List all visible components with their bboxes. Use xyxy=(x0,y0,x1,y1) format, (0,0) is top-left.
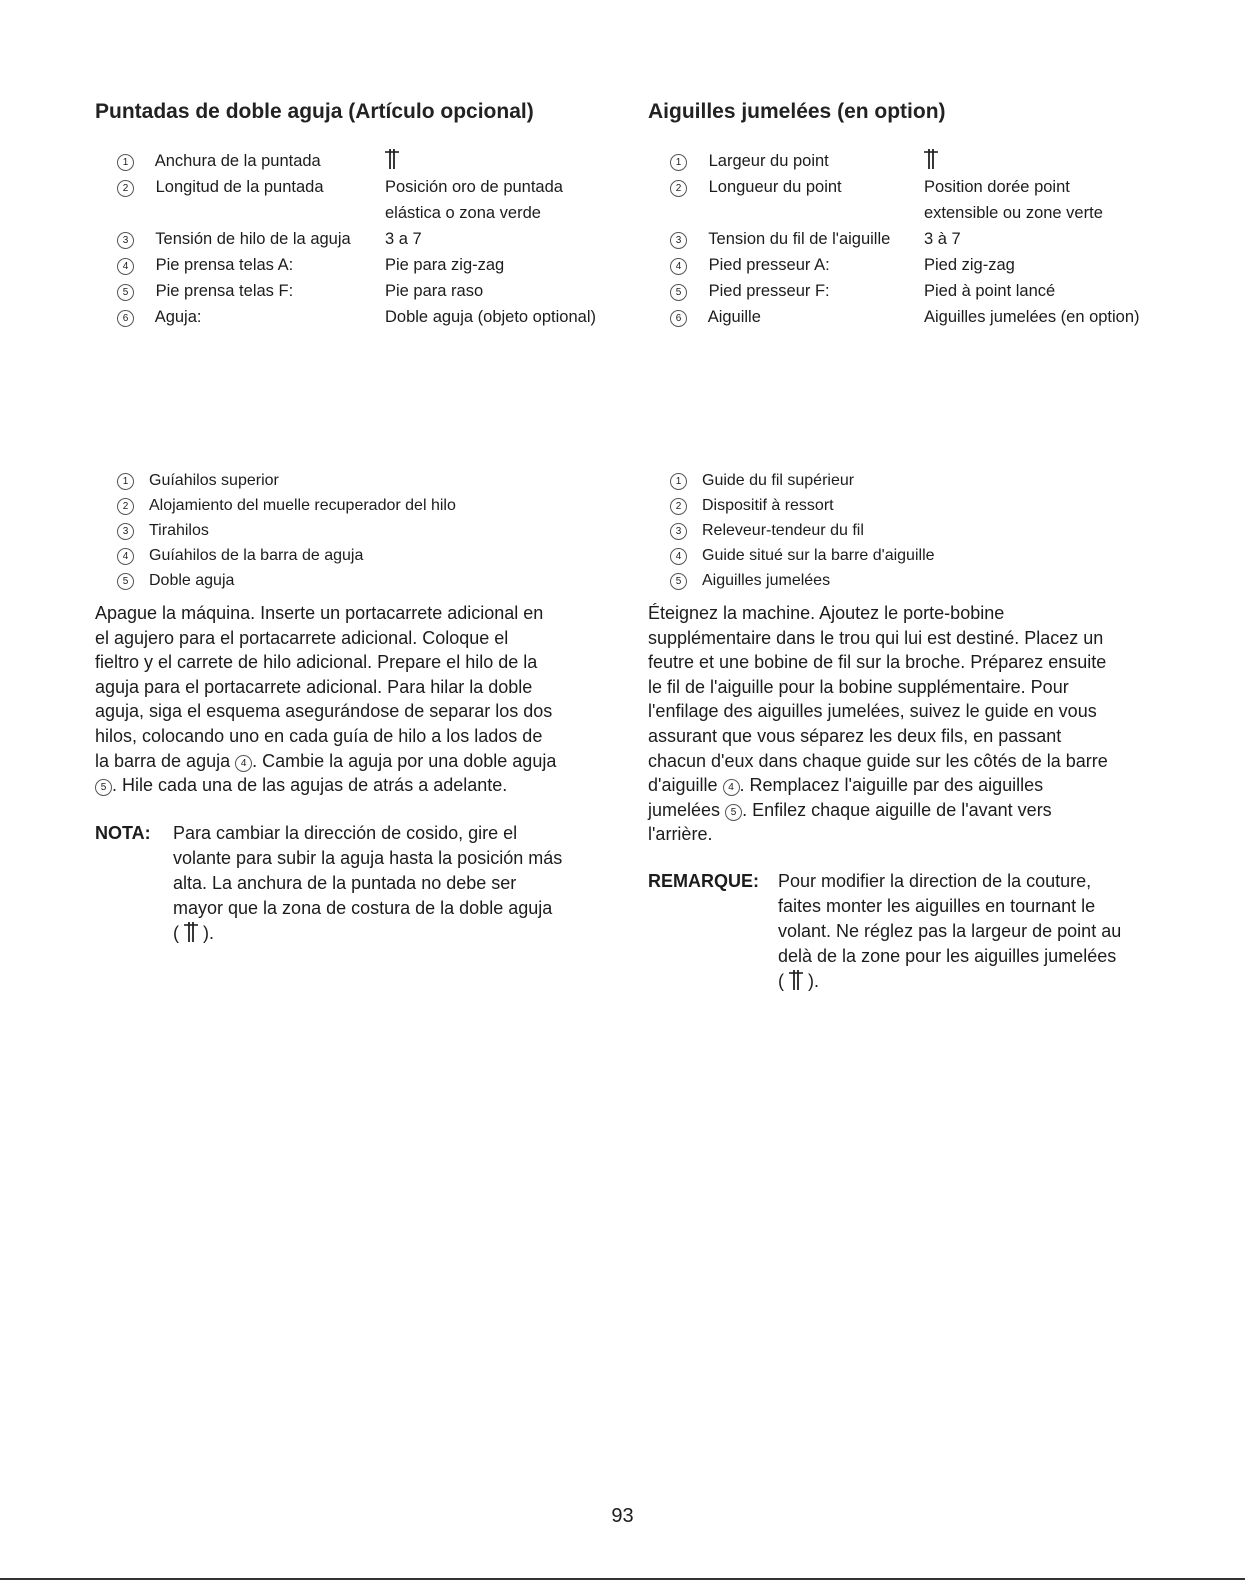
setting-value: extensible ou zone verte xyxy=(924,204,1103,222)
text-line: volant. Ne réglez pas la largeur de point au xyxy=(778,921,1122,941)
setting-label: Aguja: xyxy=(154,308,202,326)
text-line: l'arrière. xyxy=(648,824,713,845)
parts-list-fr xyxy=(670,468,935,593)
note-label: REMARQUE: xyxy=(648,871,759,891)
note-label: NOTA: xyxy=(95,823,151,843)
text-line: hilos, colocando uno en cada guía de hilo a los lados de xyxy=(95,725,543,746)
setting-value: 3 à 7 xyxy=(924,230,961,248)
item-number: 5 xyxy=(117,284,134,301)
reference-number: 5 xyxy=(725,804,742,821)
setting-value: Aiguilles jumelées (en option) xyxy=(924,308,1140,326)
item-number: 5 xyxy=(670,284,687,301)
text-line: l'enfilage des aiguilles jumelées, suivez le guide en vous xyxy=(648,701,1097,722)
bottom-divider xyxy=(0,1578,1245,1580)
text-line: aguja para el portacarrete adicional. Para hilar la doble xyxy=(95,676,533,697)
text-line: jumelées xyxy=(648,799,721,820)
setting-label: Anchura de la puntada xyxy=(154,152,321,170)
setting-label: Pied presseur A: xyxy=(708,256,830,274)
setting-row xyxy=(670,226,961,252)
item-number: 4 xyxy=(670,258,687,275)
setting-row xyxy=(670,278,1056,304)
setting-value: Pie para zig-zag xyxy=(385,256,505,274)
setting-value: Pie para raso xyxy=(385,282,484,300)
item-number: 2 xyxy=(670,180,687,197)
setting-row-continued xyxy=(670,200,1103,226)
setting-label: Aiguille xyxy=(707,308,761,326)
reference-number: 4 xyxy=(723,779,740,796)
list-item xyxy=(670,543,935,568)
part-label: Dispositif à ressort xyxy=(702,497,834,514)
text-line: le fil de l'aiguille pour la bobine supplémentaire. Pour xyxy=(648,676,1069,697)
list-item xyxy=(117,493,456,518)
item-number: 4 xyxy=(117,548,134,565)
item-number: 1 xyxy=(670,154,687,171)
item-number: 6 xyxy=(670,310,687,327)
text-line: alta. La anchura de la puntada no debe ser xyxy=(173,873,517,893)
text-line: Apague la máquina. Inserte un portacarrete adicional en xyxy=(95,603,544,623)
list-item xyxy=(117,468,456,493)
item-number: 2 xyxy=(117,498,134,515)
item-number: 3 xyxy=(117,232,134,249)
part-label: Doble aguja xyxy=(149,572,235,589)
item-number: 2 xyxy=(670,498,687,515)
setting-row xyxy=(670,148,890,174)
list-item xyxy=(670,493,935,518)
text-line: Para cambiar la dirección de cosido, gire el xyxy=(173,823,518,843)
text-line: chacun d'eux dans chaque guide sur les côtés de la barre xyxy=(648,750,1108,771)
part-label: Alojamiento del muelle recuperador del hilo xyxy=(149,497,456,514)
text-line: Pour modifier la direction de la couture, xyxy=(778,871,1092,891)
part-label: Aiguilles jumelées xyxy=(702,572,831,589)
section-title-fr: Aiguilles jumelées (en option) xyxy=(648,100,946,123)
setting-value: elástica o zona verde xyxy=(385,204,541,222)
setting-label: Largeur du point xyxy=(708,152,829,170)
settings-list-es xyxy=(117,148,596,330)
setting-value: Pied zig-zag xyxy=(924,256,1015,274)
instructions-paragraph-es xyxy=(95,601,556,798)
text-line: supplémentaire dans le trou qui lui est destiné. Placez un xyxy=(648,627,1104,648)
setting-row xyxy=(117,304,596,330)
list-item xyxy=(117,568,456,593)
list-item xyxy=(670,568,935,593)
note-text: Para cambiar la dirección de cosido, gire el volante para subir la aguja hasta la posición más alta. La anchura de la puntada no debe ser mayor que la zona de costura de la doble aguja ( ). xyxy=(173,823,563,943)
twin-needle-icon xyxy=(924,148,938,170)
parts-list-es xyxy=(117,468,456,593)
item-number: 1 xyxy=(670,473,687,490)
list-item xyxy=(117,543,456,568)
setting-label: Pie prensa telas A: xyxy=(155,256,294,274)
setting-row xyxy=(117,148,351,174)
item-number: 6 xyxy=(117,310,134,327)
setting-value: Posición oro de puntada xyxy=(385,178,563,196)
setting-row xyxy=(670,304,1140,330)
text-line: Éteignez la machine. Ajoutez le porte-bobine xyxy=(648,603,1005,623)
twin-needle-icon xyxy=(385,148,399,170)
list-item xyxy=(670,518,935,543)
settings-list-fr xyxy=(670,148,1140,330)
setting-value: Pied à point lancé xyxy=(924,282,1056,300)
text-line: volante para subir la aguja hasta la posición más xyxy=(173,848,563,868)
instructions-paragraph-fr xyxy=(648,601,1108,847)
setting-label: Longitud de la puntada xyxy=(155,178,324,196)
setting-label: Longueur du point xyxy=(708,178,842,196)
part-label: Guíahilos de la barra de aguja xyxy=(149,547,364,564)
text-line: . Remplacez l'aiguille par des aiguilles xyxy=(739,775,1044,796)
text-line: fieltro y el carrete de hilo adicional. Prepare el hilo de la xyxy=(95,652,538,673)
setting-label: Tensión de hilo de la aguja xyxy=(155,230,351,248)
text-line: aguja, siga el esquema asegurándose de separar los dos xyxy=(95,701,553,722)
item-number: 2 xyxy=(117,180,134,197)
setting-row xyxy=(117,278,484,304)
setting-row xyxy=(670,252,1015,278)
note-text: Pour modifier la direction de la couture, faites monter les aiguilles en tournant le volant. Ne réglez pas la largeur de point au delà de la zone pour les aiguilles jumelées ( ). xyxy=(778,871,1122,991)
setting-label: Pied presseur F: xyxy=(708,282,830,300)
text-line: d'aiguille xyxy=(648,775,718,796)
text-line: . Cambie la aguja por una doble aguja xyxy=(252,750,557,771)
part-label: Releveur-tendeur du fil xyxy=(702,522,864,539)
reference-number: 5 xyxy=(95,779,112,796)
setting-row xyxy=(670,174,1070,200)
item-number: 3 xyxy=(117,523,134,540)
setting-value: Position dorée point xyxy=(924,178,1070,196)
text-line: . Enfilez chaque aiguille de l'avant vers xyxy=(742,799,1052,820)
setting-row xyxy=(117,226,422,252)
setting-row-continued xyxy=(117,200,541,226)
setting-value: Doble aguja (objeto optional) xyxy=(385,308,596,326)
text-line: el agujero para el portacarrete adicional. Coloque el xyxy=(95,627,509,648)
setting-row xyxy=(117,252,505,278)
text-line: delà de la zone pour les aiguilles jumelées xyxy=(778,946,1117,966)
twin-needle-icon xyxy=(789,969,803,991)
item-number: 3 xyxy=(670,523,687,540)
setting-row xyxy=(117,174,563,200)
item-number: 5 xyxy=(117,573,134,590)
section-title-es: Puntadas de doble aguja (Artículo opcional) xyxy=(95,100,534,123)
twin-needle-icon xyxy=(184,921,198,943)
setting-label: Pie prensa telas F: xyxy=(155,282,294,300)
text-line: la barra de aguja xyxy=(95,750,231,771)
part-label: Guide du fil supérieur xyxy=(702,472,855,489)
item-number: 1 xyxy=(117,154,134,171)
setting-label: Tension du fil de l'aiguille xyxy=(708,230,891,248)
part-label: Guíahilos superior xyxy=(149,472,279,489)
text-line: assurant que vous séparez les deux fils, en passant xyxy=(648,725,1062,746)
item-number: 3 xyxy=(670,232,687,249)
item-number: 4 xyxy=(670,548,687,565)
part-label: Guide situé sur la barre d'aiguille xyxy=(702,547,935,564)
list-item xyxy=(670,468,935,493)
part-label: Tirahilos xyxy=(149,522,209,539)
item-number: 1 xyxy=(117,473,134,490)
setting-value: 3 a 7 xyxy=(385,230,422,248)
item-number: 4 xyxy=(117,258,134,275)
text-line: mayor que la zona de costura de la doble aguja xyxy=(173,898,553,918)
page-number: 93 xyxy=(611,1505,634,1527)
reference-number: 4 xyxy=(235,755,252,772)
list-item xyxy=(117,518,456,543)
item-number: 5 xyxy=(670,573,687,590)
text-line: feutre et une bobine de fil sur la broche. Préparez ensuite xyxy=(648,652,1107,673)
text-line: faites monter les aiguilles en tournant le xyxy=(778,896,1096,916)
text-line: . Hile cada una de las agujas de atrás a adelante. xyxy=(112,775,508,796)
